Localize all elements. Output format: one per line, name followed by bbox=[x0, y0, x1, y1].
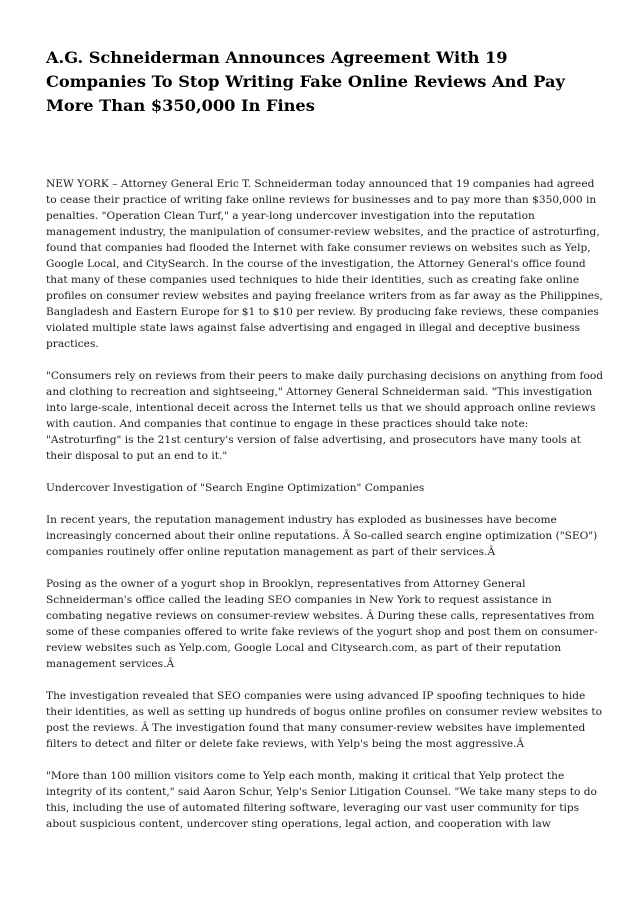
document-body bbox=[46, 176, 606, 848]
paragraph-yelp-quote: "More than 100 million visitors come to Yelp each month, making it critical that Yelp protect the integrity of its content," said Aaron Schur, Yelp's Senior Litigation Counsel. "We take many steps to do this, including the use of automated filtering software, leveraging our vast user community for tips about suspicious content, undercover sting operations, legal action, and cooperation with law bbox=[46, 770, 597, 830]
paragraph-intro: NEW YORK – Attorney General Eric T. Schneiderman today announced that 19 companies had agreed to cease their practice of writing fake online reviews for businesses and to pay more than $350,000 in penalties. "Operation Clean Turf," a year-long undercover investigation into the reputation management industry, the manipulation of consumer-review websites, and the practice of astroturfing, found that companies had flooded the Internet with fake consumer reviews on websites such as Yelp, Google Local, and CitySearch. In the course of the investigation, the Attorney General's office found that many of these companies used techniques to hide their identities, such as creating fake online profiles on consumer review websites and paying freelance writers from as far away as the Philippines, Bangladesh and Eastern Europe for $1 to $10 per review. By producing fake reviews, these companies violated multiple state laws against false advertising and engaged in illegal and deceptive business practices. bbox=[46, 178, 603, 350]
paragraph-posing: Posing as the owner of a yogurt shop in Brooklyn, representatives from Attorney General Schneiderman's office called the leading SEO companies in New York to request assistance in combating negative reviews on consumer-review websites. Â During these calls, representatives from some of these companies offered to write fake reviews of the yogurt shop and post them on consumer-review websites such as Yelp.com, Google Local and Citysearch.com, as part of their reputation management services.Â bbox=[46, 578, 598, 670]
paragraph-investigation: The investigation revealed that SEO companies were using advanced IP spoofing techniques to hide their identities, as well as setting up hundreds of bogus online profiles on consumer review websites to post the reviews. Â The investigation found that many consumer-review websites have implemented filters to detect and filter or delete fake reviews, with Yelp's being the most aggressive.Â bbox=[46, 690, 603, 750]
paragraph-industry: In recent years, the reputation management industry has exploded as businesses have become increasingly concerned about their online reputations. Â So-called search engine optimization ("SEO") companies routinely offer online reputation management as part of their services.Â bbox=[46, 514, 598, 558]
document-title: A.G. Schneiderman Announces Agreement With 19 Companies To Stop Writing Fake Online Reviews And Pay More Than $350,000 In Fines bbox=[46, 48, 565, 115]
paragraph-quote: "Consumers rely on reviews from their peers to make daily purchasing decisions on anything from food and clothing to recreation and sightseeing," Attorney General Schneiderman said. "This investigation into large-scale, intentional deceit across the Internet tells us that we should approach online reviews with caution. And companies that continue to engage in these practices should take note: "Astroturfing" is the 21st century's version of false advertising, and prosecutors have many tools at their disposal to put an end to it." bbox=[46, 370, 603, 462]
section-heading: Undercover Investigation of "Search Engine Optimization" Companies bbox=[46, 482, 425, 494]
